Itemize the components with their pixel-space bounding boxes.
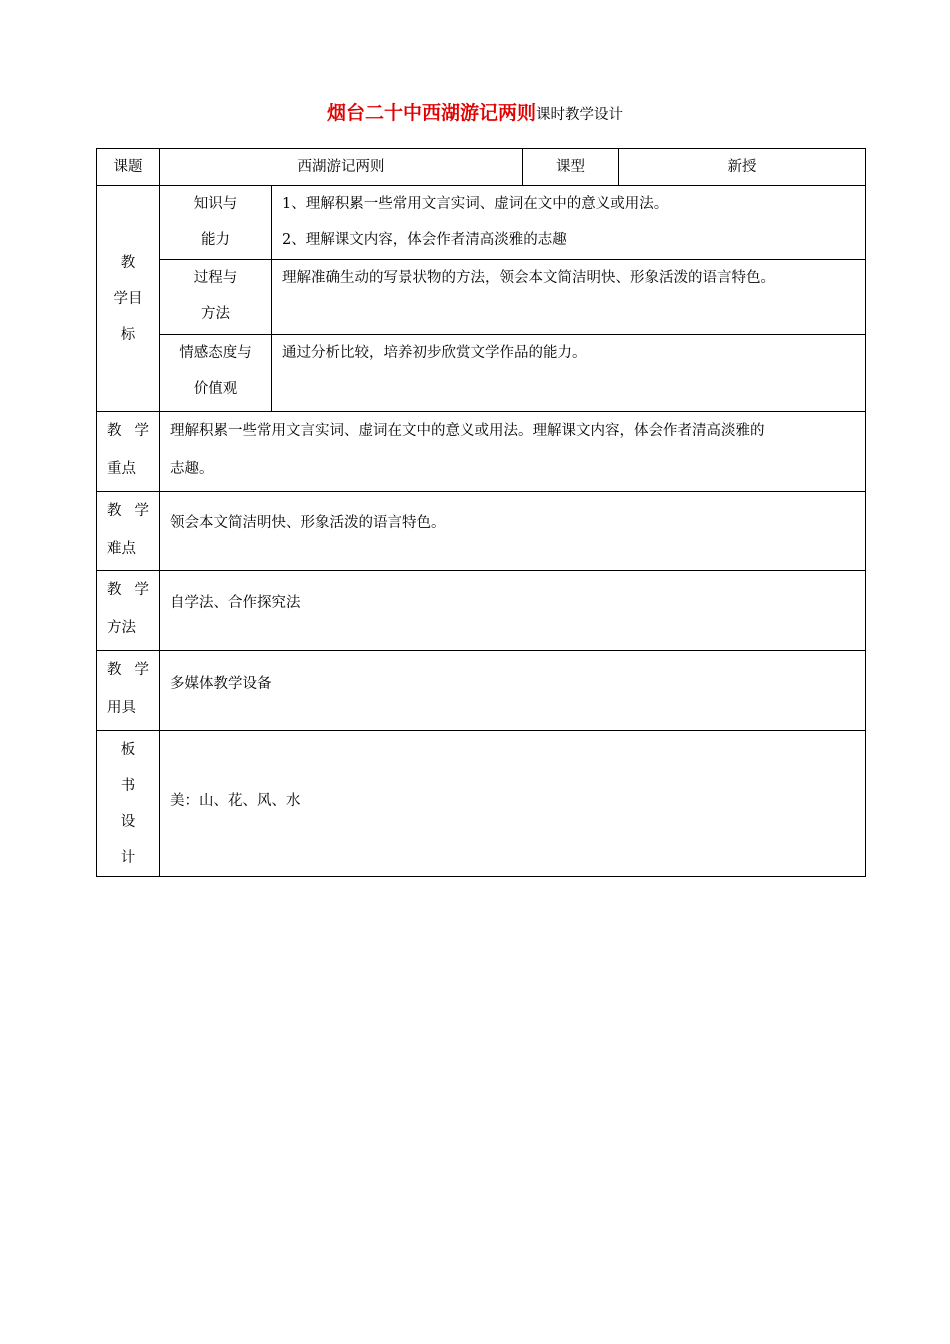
topic-value-cell bbox=[160, 149, 523, 186]
title-sub: 课时教学设计 bbox=[536, 107, 623, 123]
objective-content-line: 2、理解课文内容，体会作者清高淡雅的志趣 bbox=[282, 232, 567, 248]
key-points-content-cell bbox=[160, 412, 866, 492]
type-value: 新授 bbox=[727, 159, 757, 175]
topic-label-cell bbox=[97, 149, 160, 186]
objective-label-cell-attitude bbox=[160, 335, 272, 412]
objectives-label-cell bbox=[97, 186, 160, 412]
objective-label-line: 方法 bbox=[201, 306, 230, 322]
tools-label-line: 教学 bbox=[107, 662, 149, 678]
board-content: 美：山、花、风、水 bbox=[170, 793, 301, 809]
title-main: 烟台二十中西湖游记两则 bbox=[326, 102, 536, 124]
objective-content-line: 通过分析比较，培养初步欣赏文学作品的能力。 bbox=[282, 345, 587, 361]
objectives-label-line: 标 bbox=[120, 326, 136, 343]
board-label-cell bbox=[97, 731, 160, 877]
objective-content-line: 理解准确生动的写景状物的方法，领会本文简洁明快、形象活泼的语言特色。 bbox=[282, 270, 775, 286]
methods-content-line: 自学法、合作探究法 bbox=[170, 595, 301, 611]
objective-content-cell-process bbox=[272, 260, 866, 335]
objective-content-line: 1、理解积累一些常用文言实词、虚词在文中的意义或用法。 bbox=[282, 196, 669, 212]
objective-content-cell-knowledge bbox=[272, 186, 866, 260]
objective-label-cell-process bbox=[160, 260, 272, 335]
table-row-board-design bbox=[97, 731, 866, 877]
tools-label-cell bbox=[97, 651, 160, 731]
key-points-label-cell bbox=[97, 412, 160, 492]
methods-label-cell bbox=[97, 571, 160, 651]
objective-label-line: 情感态度与 bbox=[179, 345, 252, 361]
methods-label-line: 教学 bbox=[107, 582, 149, 598]
table-row-header bbox=[97, 149, 866, 186]
key-points-content-line: 理解积累一些常用文言实词、虚词在文中的意义或用法。理解课文内容，体会作者清高淡雅的 bbox=[170, 423, 765, 439]
objective-label-line: 能力 bbox=[201, 232, 230, 248]
table-row-difficulties bbox=[97, 492, 866, 571]
table-row-tools bbox=[97, 651, 866, 731]
objective-label-line: 过程与 bbox=[193, 270, 238, 286]
table-row-objective-knowledge bbox=[97, 186, 866, 260]
key-points-content-line: 志趣。 bbox=[170, 461, 214, 477]
difficulties-content-cell bbox=[160, 492, 866, 571]
document-title bbox=[0, 99, 950, 129]
tools-label-line: 用具 bbox=[107, 700, 136, 716]
methods-content-cell bbox=[160, 571, 866, 651]
type-label-cell bbox=[523, 149, 619, 186]
difficulties-label-line: 教学 bbox=[107, 503, 149, 519]
difficulties-label-cell bbox=[97, 492, 160, 571]
objective-label-cell-knowledge bbox=[160, 186, 272, 260]
board-label-line: 计 bbox=[120, 849, 136, 866]
topic-label: 课题 bbox=[113, 159, 143, 175]
table-row-objective-attitude bbox=[97, 335, 866, 412]
objective-label-line: 价值观 bbox=[193, 381, 238, 397]
objectives-label-line: 学目 bbox=[113, 290, 143, 307]
topic-value: 西湖游记两则 bbox=[297, 159, 385, 175]
board-label-line: 板 bbox=[120, 741, 136, 758]
board-label-line: 书 bbox=[120, 777, 136, 794]
tools-content-line: 多媒体教学设备 bbox=[170, 676, 272, 692]
type-label: 课型 bbox=[556, 159, 585, 175]
key-points-label-line: 重点 bbox=[107, 461, 136, 477]
methods-label-line: 方法 bbox=[107, 620, 136, 636]
difficulties-label-line: 难点 bbox=[107, 541, 136, 557]
table-row-methods bbox=[97, 571, 866, 651]
difficulties-content-line: 领会本文简洁明快、形象活泼的语言特色。 bbox=[170, 515, 446, 531]
table-row-key-points bbox=[97, 412, 866, 492]
lesson-plan-table bbox=[96, 148, 866, 877]
table-row-objective-process bbox=[97, 260, 866, 335]
objectives-label-line: 教 bbox=[120, 254, 136, 271]
key-points-label-line: 教学 bbox=[107, 423, 149, 439]
tools-content-cell bbox=[160, 651, 866, 731]
board-label-line: 设 bbox=[120, 813, 136, 830]
board-content-cell bbox=[160, 731, 866, 877]
objective-label-line: 知识与 bbox=[193, 196, 238, 212]
objective-content-cell-attitude bbox=[272, 335, 866, 412]
type-value-cell bbox=[619, 149, 866, 186]
